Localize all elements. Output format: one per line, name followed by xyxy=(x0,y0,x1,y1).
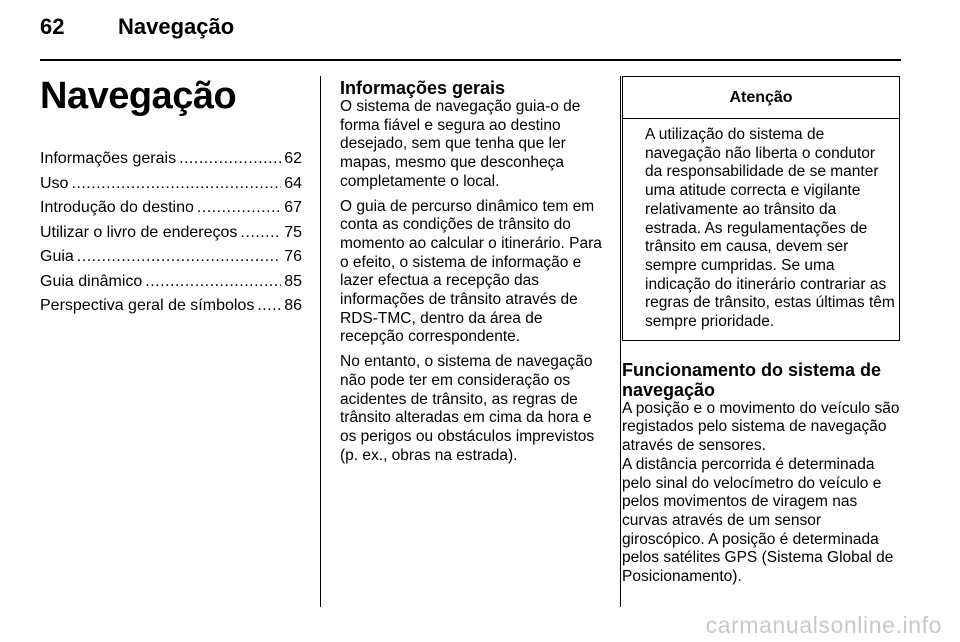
toc-entry-label: Informações gerais xyxy=(40,150,177,167)
toc-entry-page: 76 xyxy=(284,248,302,265)
toc-leader-dots xyxy=(197,196,281,221)
toc-entry[interactable] xyxy=(40,270,302,295)
toc-leader-dots xyxy=(179,147,281,172)
functioning-heading: Funcionamento do sistema de navegação xyxy=(622,359,882,400)
page-header xyxy=(40,14,234,40)
functioning-paragraph: A posição e o movimento do veículo são registados pelo sistema de navegação através de sensores. xyxy=(622,399,900,455)
toc-entry-page: 75 xyxy=(284,223,302,241)
toc-entry[interactable] xyxy=(40,196,302,221)
toc-leader-dots xyxy=(257,294,281,319)
right-column xyxy=(622,76,902,587)
watermark: carmanualsonline.info xyxy=(705,612,942,638)
toc-entry[interactable] xyxy=(40,147,302,172)
table-of-contents xyxy=(40,147,302,319)
general-info-paragraph: O guia de percurso dinâmico tem em conta as condições de trânsito do momento ao calcular o itinerário. Para o efeito, o sistema de informação e lazer efectua a recepção das informações de trânsito através de RDS-TMC, dentro da área de recepção correspondente. xyxy=(340,197,602,346)
header-rule xyxy=(40,59,901,61)
attention-text: A utilização do sistema de navegação não liberta o condutor da responsabilidade de se manter uma atitude correcta e vigilante relativamente ao trânsito da estrada. As regulamentações de trânsito em causa, devem ser sempre cumpridas. Se uma indicação do itinerário contrariar as regras de trânsito, estas últimas têm sempre prioridade. xyxy=(645,126,895,331)
general-info-paragraph: O sistema de navegação guia-o de forma fiável e segura ao destino desejado, sem que tenha que ler mapas, mesmo que desconheça completamente o local. xyxy=(340,98,581,190)
toc-entry-page: 85 xyxy=(284,272,302,290)
toc-entry-label: Utilizar o livro de endereços xyxy=(40,223,238,241)
chapter-title: Navegação xyxy=(40,75,237,117)
general-info-heading: Informações gerais xyxy=(340,78,506,98)
toc-entry-page: 62 xyxy=(284,150,302,167)
attention-box xyxy=(622,76,900,341)
toc-entry-label: Uso xyxy=(40,174,69,192)
toc-entry-label: Introdução do destino xyxy=(40,199,194,216)
toc-entry[interactable] xyxy=(40,245,302,270)
functioning-paragraph: A distância percorrida é determinada pelo sinal do velocímetro do veículo e pelos movimentos de viragem nas curvas através de um sensor giroscópico. A posição é determinada pelos satélites GPS (Sistema Global de Posicionamento). xyxy=(622,455,894,586)
toc-entry-page: 64 xyxy=(284,174,302,192)
column-divider xyxy=(320,76,321,607)
toc-entry-page: 86 xyxy=(284,297,302,314)
attention-title: Atenção xyxy=(623,77,899,119)
toc-entry-label: Perspectiva geral de símbolos xyxy=(40,297,255,314)
toc-entry-label: Guia dinâmico xyxy=(40,272,143,290)
toc-leader-dots xyxy=(145,270,281,295)
toc-leader-dots xyxy=(240,221,281,246)
page-number: 62 xyxy=(40,14,65,39)
functioning-section xyxy=(622,360,902,587)
general-info-column xyxy=(340,78,604,465)
toc-entry[interactable] xyxy=(40,221,302,246)
general-info-paragraph: No entanto, o sistema de navegação não pode ter em consideração os acidentes de trânsito, as regras de trânsito alteradas em cima da hora e os perigos ou obstáculos imprevistos (p. ex., obras na estrada). xyxy=(340,353,595,464)
running-section-title: Navegação xyxy=(118,14,235,39)
chapter-contents-column xyxy=(40,74,302,319)
column-divider xyxy=(620,76,621,607)
toc-entry-label: Guia xyxy=(40,248,74,265)
toc-leader-dots xyxy=(71,172,281,197)
toc-entry[interactable] xyxy=(40,172,302,197)
toc-entry[interactable] xyxy=(40,294,302,319)
toc-leader-dots xyxy=(77,245,281,270)
toc-entry-page: 67 xyxy=(284,199,302,216)
